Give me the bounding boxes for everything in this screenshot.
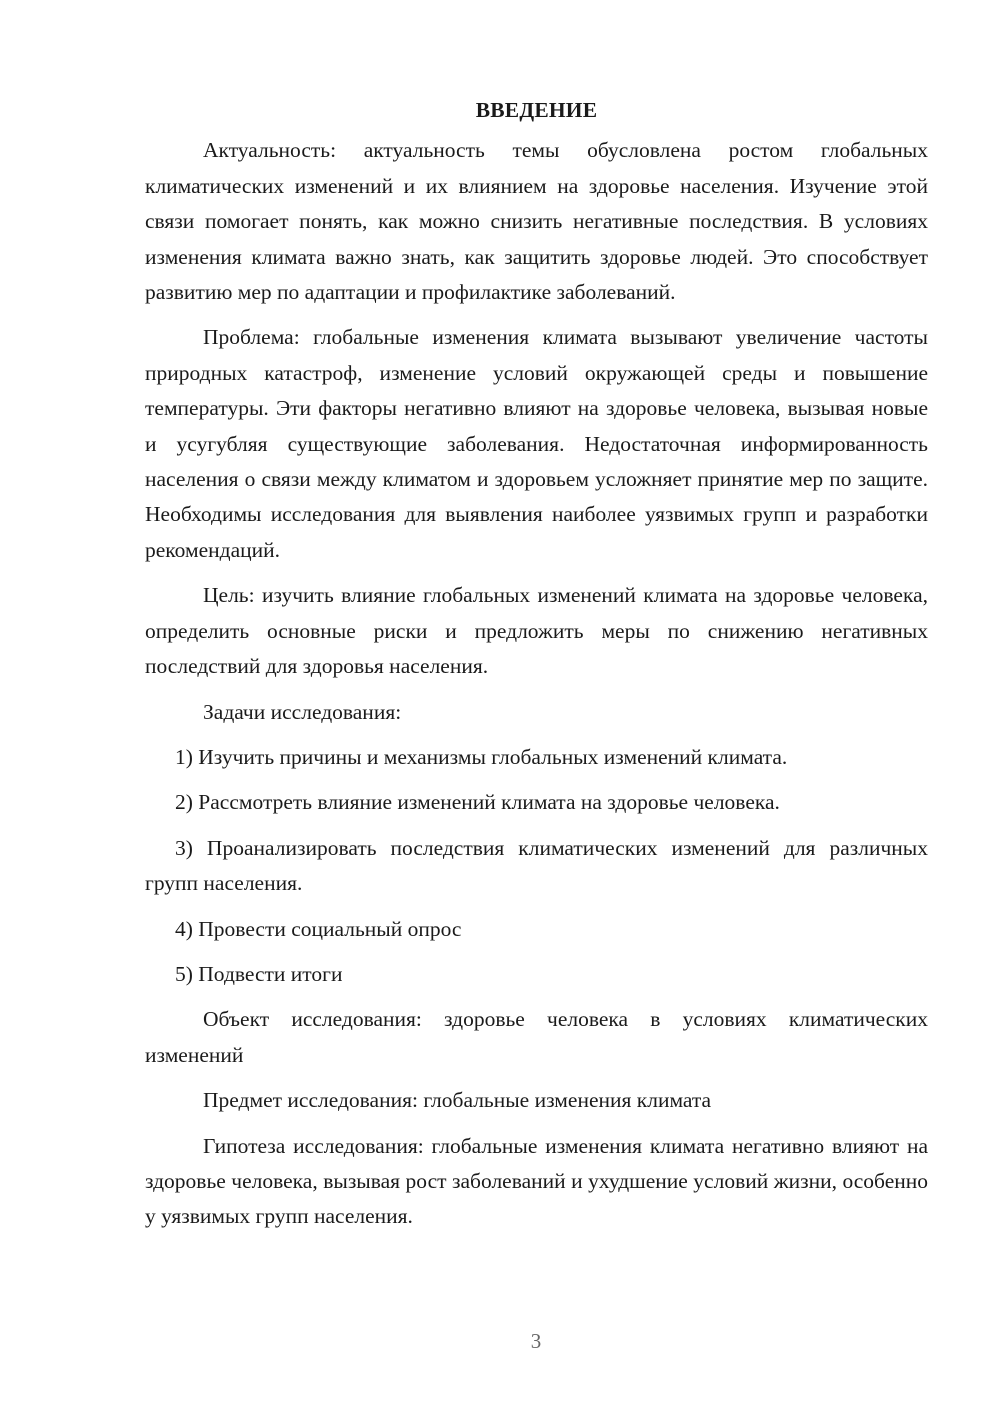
task-item-5: 5) Подвести итоги	[175, 961, 343, 986]
page-number: 3	[530, 1329, 542, 1353]
task-item-4: 4) Провести социальный опрос	[175, 916, 462, 941]
page-title: ВВЕДЕНИЕ	[475, 98, 598, 122]
task-item-3: 3) Проанализировать последствия климатических изменений для различных групп населения.	[145, 835, 928, 896]
task-item-1: 1) Изучить причины и механизмы глобальных изменений климата.	[175, 744, 788, 769]
tasks-heading: Задачи исследования:	[203, 699, 402, 724]
goal-paragraph: Цель: изучить влияние глобальных изменений климата на здоровье человека, определить основные риски и предложить меры по снижению негативных последствий для здоровья населения.	[145, 583, 928, 679]
subject-paragraph: Предмет исследования: глобальные изменения климата	[203, 1088, 712, 1113]
hypothesis-paragraph: Гипотеза исследования: глобальные изменения климата негативно влияют на здоровье человека, вызывая рост заболеваний и ухудшение условий жизни, особенно у уязвимых групп населения.	[145, 1133, 928, 1229]
object-paragraph: Объект исследования: здоровье человека в условиях климатических изменений	[145, 1007, 928, 1067]
page-content	[145, 93, 928, 1235]
relevance-paragraph: Актуальность: актуальность темы обусловлена ростом глобальных климатических изменений и их влиянием на здоровье населения. Изучение этой связи помогает понять, как можно снизить негативные последствия. В условиях изменения климата важно знать, как защитить здоровье людей. Это способствует развитию мер по адаптации и профилактике заболеваний.	[145, 138, 928, 305]
problem-paragraph: Проблема: глобальные изменения климата вызывают увеличение частоты природных катастроф, изменение условий окружающей среды и повышение температуры. Эти факторы негативно влияют на здоровье человека, вызывая новые и усугубляя существующие заболевания. Недостаточная информированность населения о связи между климатом и здоровьем усложняет принятие мер по защите. Необходимы исследования для выявления наиболее уязвимых групп и разработки рекомендаций.	[145, 325, 928, 562]
task-item-2: 2) Рассмотреть влияние изменений климата на здоровье человека.	[175, 790, 780, 815]
